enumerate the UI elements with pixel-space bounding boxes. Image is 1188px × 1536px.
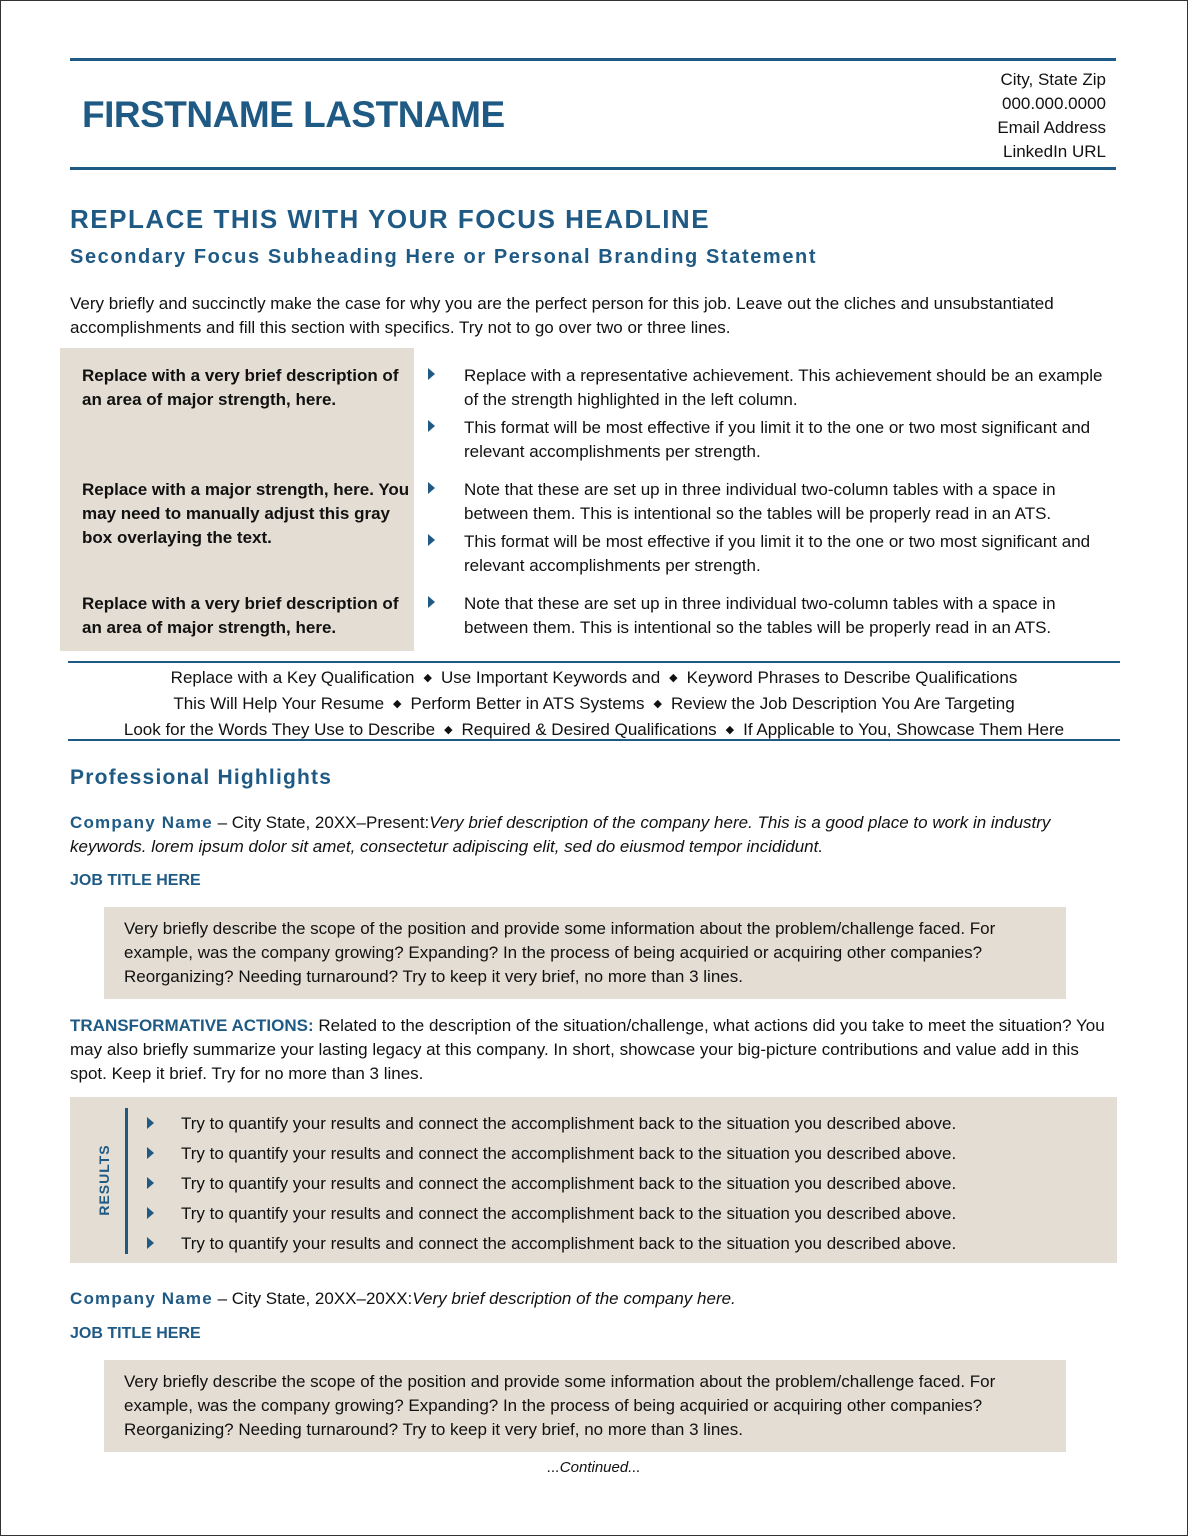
scope-box-2: Very briefly describe the scope of the position and provide some information about the problem/challenge faced. For example, was the company growing? Expanding? In the process of being acquiried or acquiring other companies? Reorganizing? Needing turnaround? Try to keep it very brief, no more than 3 lines. [104,1360,1066,1452]
company-name: Company Name [70,1289,213,1308]
contact-email: Email Address [997,118,1106,137]
continued-note: ...Continued... [547,1459,641,1476]
company-location-dates: – City State, 20XX–Present: [212,813,430,832]
arrow-bullet-icon [428,420,435,432]
keyword-row: This Will Help Your Resume ◆ Perform Better in ATS Systems ◆ Review the Job Description You Are Targeting [173,694,1015,713]
section-title-highlights: Professional Highlights [70,766,333,789]
contact-city: City, State Zip [1000,70,1106,89]
strength-label-1: Replace with a very brief description of an area of major strength, here. [82,366,399,409]
header-bottom-rule [70,167,1116,170]
keywords-bottom-rule [68,739,1120,741]
company-line-2 [70,1287,1120,1311]
contact-linkedin: LinkedIn URL [1002,142,1106,161]
actions-text: Related to the description of the situation/challenge, what actions did you take to meet the situation? You may also briefly summarize your lasting legacy at this company. In short, showcase your big-picture contributions and value add in this spot. Keep it brief. Try for no more than 3 lines. [70,1016,1105,1083]
keyword-row: Look for the Words They Use to Describe ◆ Required & Desired Qualifications ◆ If Applicable to You, Showcase Them Here [123,720,1065,739]
company-name: Company Name [70,813,213,832]
results-label: RESULTS [96,1144,112,1216]
arrow-bullet-icon [428,534,435,546]
contact-block [997,68,1106,164]
arrow-bullet-icon [147,1147,154,1159]
diamond-bullet-icon: ◆ [653,698,662,710]
company-description: Very brief description of the company here. This is a good place to work in industry keywords. lorem ipsum dolor sit amet, consectetur adipiscing elit, sed do eiusmod tempor incididunt. [70,813,1051,856]
strength-label-3: Replace with a very brief description of an area of major strength, here. [82,594,399,637]
diamond-bullet-icon: ◆ [444,724,453,736]
keywords-block [68,666,1120,744]
transformative-actions [70,1014,1120,1086]
arrow-bullet-icon [147,1237,154,1249]
strength-label-2: Replace with a major strength, here. You may need to manually adjust this gray box overlaying the text. [82,480,410,547]
diamond-bullet-icon: ◆ [423,672,432,684]
company-line-1 [70,811,1120,859]
keywords-top-rule [68,661,1120,663]
job-title-1: JOB TITLE HERE [70,872,201,889]
arrow-bullet-icon [147,1177,154,1189]
job-title-2: JOB TITLE HERE [70,1325,201,1342]
diamond-bullet-icon: ◆ [393,698,402,710]
company-location-dates: – City State, 20XX–20XX: [212,1289,413,1308]
arrow-bullet-icon [428,482,435,494]
focus-subheadline: Secondary Focus Subheading Here or Personal Branding Statement [70,246,818,268]
keyword-row: Replace with a Key Qualification ◆ Use Important Keywords and ◆ Keyword Phrases to Describe Qualifications [170,668,1018,687]
summary-paragraph: Very briefly and succinctly make the case for why you are the perfect person for this job. Leave out the cliches and unsubstantiated accomplishments and fill this section with specifics. Try not to go over two or three lines. [70,294,1054,337]
results-divider [125,1108,128,1254]
arrow-bullet-icon [147,1117,154,1129]
candidate-name: FIRSTNAME LASTNAME [82,94,505,135]
diamond-bullet-icon: ◆ [669,672,678,684]
scope-box-1: Very briefly describe the scope of the position and provide some information about the problem/challenge faced. For example, was the company growing? Expanding? In the process of being acquiried or acquiring other companies? Reorganizing? Needing turnaround? Try to keep it very brief, no more than 3 lines. [104,907,1066,999]
contact-phone: 000.000.0000 [1002,94,1106,113]
diamond-bullet-icon: ◆ [725,724,735,736]
focus-headline: REPLACE THIS WITH YOUR FOCUS HEADLINE [70,204,711,234]
arrow-bullet-icon [428,596,435,608]
arrow-bullet-icon [428,368,435,380]
header-top-rule [70,58,1116,61]
actions-label: TRANSFORMATIVE ACTIONS: [70,1016,314,1035]
company-description: Very brief description of the company here. [412,1289,736,1308]
arrow-bullet-icon [147,1207,154,1219]
